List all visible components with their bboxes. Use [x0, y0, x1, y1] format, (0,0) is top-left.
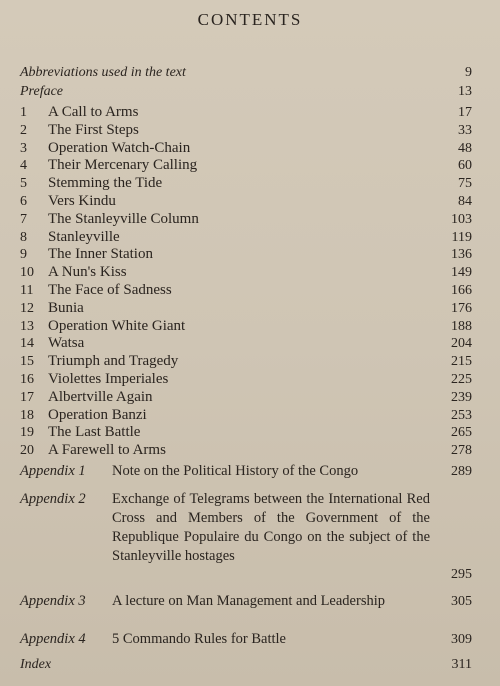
chapter-row — [20, 300, 472, 318]
appendix-1 — [20, 462, 472, 481]
chapter-page: 215 — [451, 354, 472, 370]
chapter-row — [20, 229, 472, 247]
front-matter-label: Preface — [20, 84, 64, 99]
chapter-row — [20, 407, 472, 425]
chapter-row — [20, 282, 472, 300]
chapter-number: 15 — [20, 354, 34, 370]
appendix-title: Note on the Political History of the Congo — [112, 463, 359, 479]
chapter-row — [20, 104, 472, 122]
index-label: Index — [20, 657, 52, 672]
chapter-row — [20, 424, 472, 442]
chapter-page: 48 — [458, 140, 472, 156]
chapter-row — [20, 264, 472, 282]
chapter-title: Albertville Again — [48, 388, 153, 405]
chapter-title: Stanleyville — [48, 228, 120, 245]
chapter-page: 119 — [451, 229, 472, 245]
front-matter-abbreviations — [20, 64, 472, 82]
chapter-row — [20, 371, 472, 389]
chapter-page: 188 — [451, 318, 472, 334]
chapter-number: 4 — [20, 158, 27, 174]
chapter-number: 9 — [20, 247, 27, 263]
appendix-4 — [20, 630, 472, 649]
appendix-label: Appendix 2 — [20, 491, 86, 507]
chapter-row — [20, 122, 472, 140]
appendix-label: Appendix 4 — [20, 631, 86, 647]
chapter-title: A Call to Arms — [48, 104, 139, 120]
chapter-row — [20, 211, 472, 229]
chapter-number: 19 — [20, 425, 34, 441]
chapter-number: 13 — [20, 318, 34, 334]
appendix-3 — [20, 592, 472, 630]
chapter-title: Operation White Giant — [48, 317, 186, 334]
chapter-number: 6 — [20, 193, 27, 209]
chapter-row — [20, 353, 472, 371]
chapter-title: Their Mercenary Calling — [48, 157, 198, 174]
chapter-number: 17 — [20, 389, 34, 405]
appendix-page: 289 — [451, 464, 472, 479]
chapter-number: 11 — [20, 282, 34, 298]
chapter-number: 2 — [20, 122, 27, 138]
chapter-page: 103 — [451, 211, 472, 227]
index-entry — [20, 656, 472, 674]
chapter-number: 20 — [20, 443, 34, 459]
chapter-page: 75 — [458, 176, 472, 192]
chapter-title: Violettes Imperiales — [48, 370, 169, 387]
appendix-title: Exchange of Telegrams between the International Red Cross and Members of the Government of the Republique Populaire du Congo on the subject of the Stanleyville hostages — [112, 491, 430, 564]
chapter-page: 253 — [451, 407, 472, 423]
front-matter-page: 9 — [465, 65, 472, 80]
chapter-number: 8 — [20, 229, 27, 245]
chapter-row — [20, 175, 472, 193]
appendix-2 — [20, 490, 472, 584]
chapter-title: The Face of Sadness — [48, 281, 172, 298]
appendix-label: Appendix 1 — [20, 463, 86, 479]
chapter-row — [20, 389, 472, 407]
chapter-row — [20, 193, 472, 211]
chapter-row — [20, 335, 472, 353]
chapter-page: 176 — [451, 300, 472, 316]
chapter-page: 84 — [458, 193, 472, 209]
chapter-page: 149 — [451, 265, 472, 281]
chapter-row — [20, 140, 472, 158]
chapter-number: 10 — [20, 265, 34, 281]
front-matter-preface — [20, 83, 472, 101]
appendix-title: 5 Commando Rules for Battle — [112, 631, 286, 647]
page-title: CONTENTS — [197, 10, 303, 29]
chapter-title: Bunia — [48, 299, 84, 316]
chapter-list — [20, 104, 472, 460]
chapter-page: 265 — [451, 425, 472, 441]
appendix-page: 295 — [451, 567, 472, 582]
chapter-title: Watsa — [48, 335, 85, 352]
chapter-number: 1 — [20, 105, 27, 120]
chapter-number: 16 — [20, 371, 34, 387]
chapter-page: 60 — [458, 158, 472, 174]
front-matter-page: 13 — [458, 84, 472, 99]
chapter-page: 204 — [451, 336, 472, 352]
chapter-title: The Last Battle — [48, 424, 141, 441]
chapter-title: The Stanleyville Column — [48, 210, 199, 227]
chapter-page: 136 — [451, 247, 472, 263]
chapter-number: 18 — [20, 407, 34, 423]
chapter-title: A Farewell to Arms — [48, 442, 166, 459]
chapter-title: Operation Banzi — [48, 406, 147, 423]
chapter-row — [20, 442, 472, 460]
chapter-title: The First Steps — [48, 121, 139, 138]
appendix-page: 309 — [451, 632, 472, 647]
chapter-page: 17 — [458, 105, 472, 120]
chapter-number: 12 — [20, 300, 34, 316]
chapter-number: 5 — [20, 176, 27, 192]
appendix-label: Appendix 3 — [20, 593, 86, 609]
chapter-row — [20, 157, 472, 175]
chapter-title: Stemming the Tide — [48, 175, 163, 192]
chapter-number: 7 — [20, 211, 27, 227]
chapter-row — [20, 318, 472, 336]
chapter-number: 3 — [20, 140, 27, 156]
appendix-title: A lecture on Man Management and Leadership — [112, 593, 385, 609]
chapter-title: A Nun's Kiss — [48, 264, 127, 281]
index-page: 311 — [451, 657, 472, 672]
chapter-title: The Inner Station — [48, 246, 153, 263]
chapter-page: 33 — [458, 122, 472, 138]
chapter-page: 239 — [451, 389, 472, 405]
chapter-title: Vers Kindu — [48, 192, 116, 209]
chapter-page: 278 — [451, 443, 472, 459]
chapter-number: 14 — [20, 336, 34, 352]
chapter-title: Operation Watch-Chain — [48, 139, 191, 156]
appendix-page: 305 — [451, 594, 472, 609]
chapter-page: 225 — [451, 371, 472, 387]
front-matter-label: Abbreviations used in the text — [20, 65, 186, 80]
chapter-title: Triumph and Tragedy — [48, 353, 179, 370]
chapter-page: 166 — [451, 282, 472, 298]
chapter-row — [20, 246, 472, 264]
